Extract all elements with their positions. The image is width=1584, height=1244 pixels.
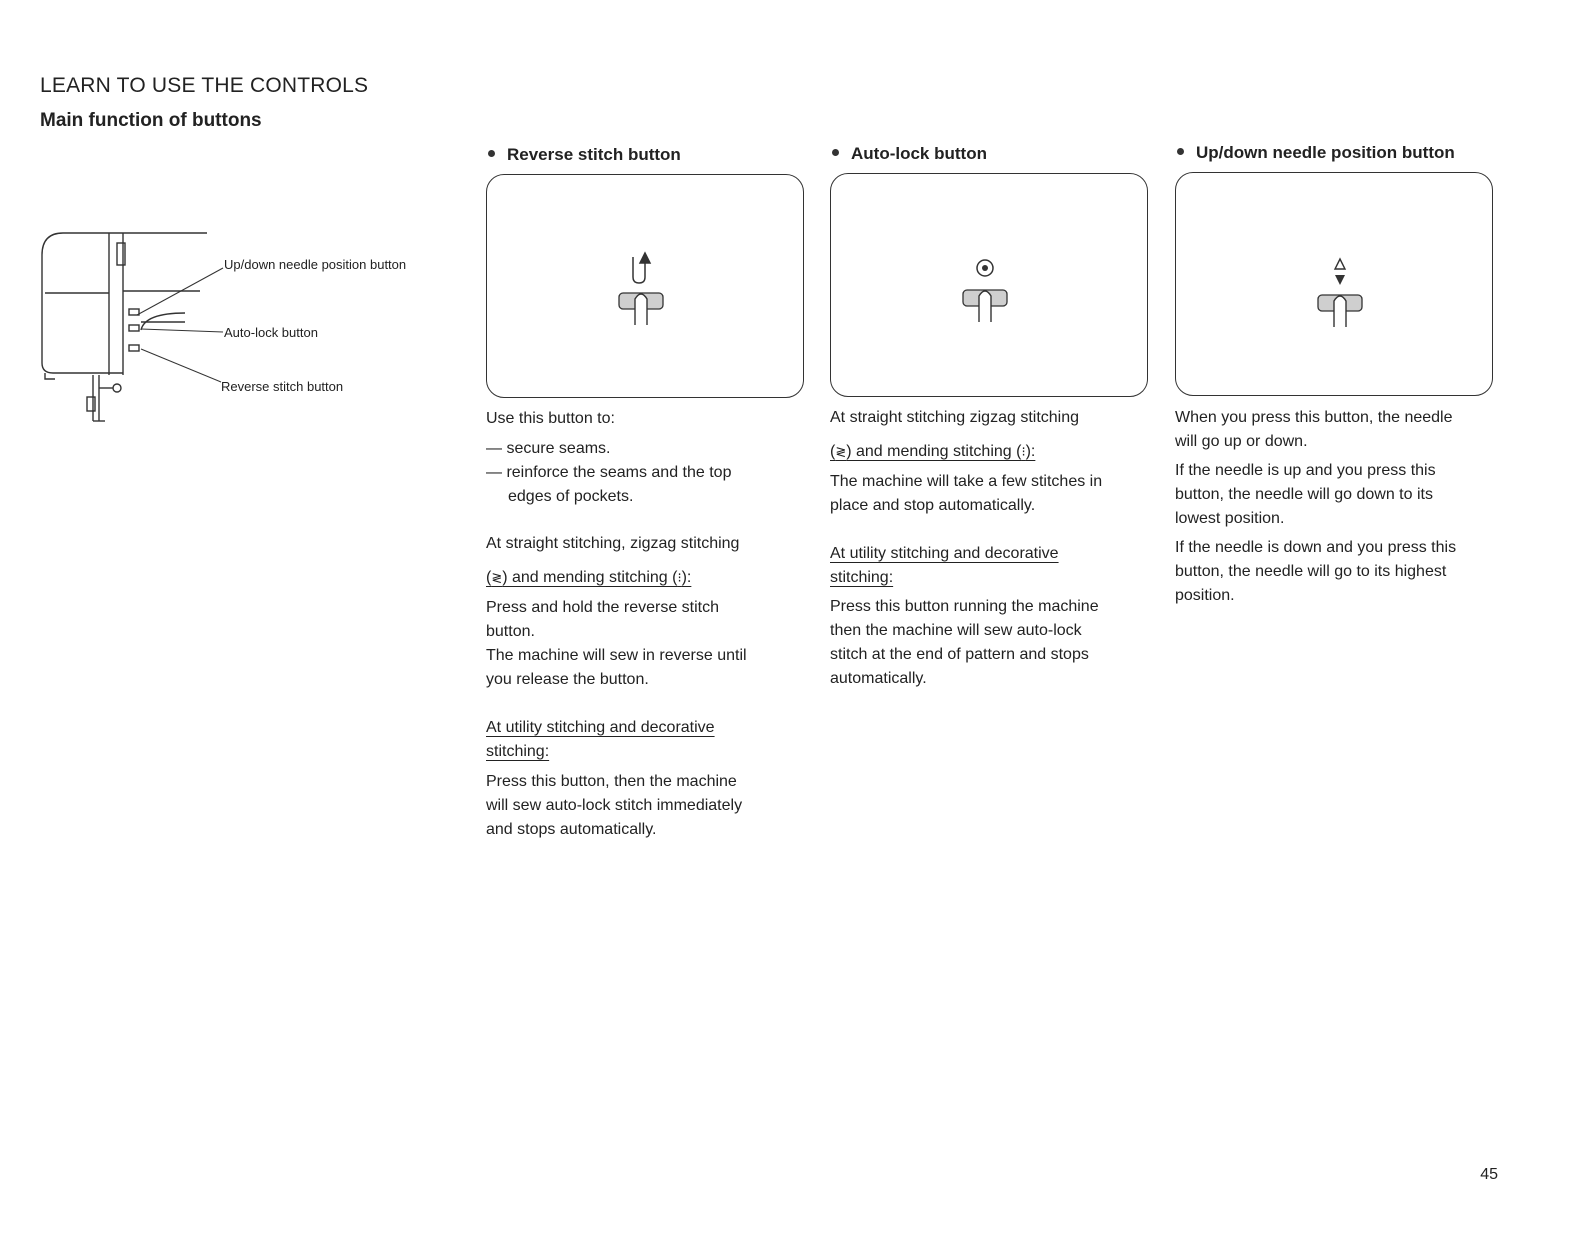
- autolock-sub1-line1: At straight stitching zigzag stitching: [830, 409, 1080, 426]
- reverse-list-item: — secure seams.: [486, 440, 611, 457]
- updown-p2-line: If the needle is up and you press this: [1175, 462, 1436, 479]
- autolock-body1-line: The machine will take a few stitches in: [830, 473, 1103, 490]
- reverse-body2-line: will sew auto-lock stitch immediately: [486, 797, 743, 814]
- mending-stitch-icon: ⁝: [1021, 445, 1026, 460]
- autolock-sub2-line: stitching:: [830, 569, 894, 586]
- autolock-body2-line: automatically.: [830, 670, 927, 687]
- autolock-callout-label: Auto-lock button: [224, 325, 318, 340]
- finger-press-icon: [963, 290, 1007, 322]
- finger-press-icon: [619, 293, 663, 325]
- autolock-body1-line: place and stop automatically.: [830, 497, 1036, 514]
- reverse-callout-label: Reverse stitch button: [221, 379, 344, 394]
- updown-callout-label: Up/down needle position button: [224, 257, 407, 272]
- finger-press-icon: [1318, 295, 1362, 327]
- reverse-sub2-line: stitching:: [486, 743, 550, 760]
- autolock-sub2-line: At utility stitching and decorative: [830, 545, 1059, 562]
- reverse-heading: Reverse stitch button: [488, 145, 818, 165]
- reverse-sub1-line1: At straight stitching, zigzag stitching: [486, 535, 740, 552]
- updown-p3-line: position.: [1175, 587, 1235, 604]
- section-subtitle: Main function of buttons: [40, 110, 262, 131]
- reverse-column: [488, 145, 818, 165]
- reverse-sub2-line: At utility stitching and decorative: [486, 719, 715, 736]
- reverse-arrow-icon: [487, 175, 803, 397]
- autolock-body2-line: Press this button running the machine: [830, 598, 1099, 615]
- zigzag-stitch-icon: ≷: [491, 571, 503, 586]
- updown-p2-line: button, the needle will go down to its: [1175, 486, 1433, 503]
- reverse-list-item: — reinforce the seams and the top: [486, 464, 732, 481]
- reverse-body1-line: button.: [486, 623, 535, 640]
- machine-side-diagram: [35, 225, 455, 435]
- updown-p3-line: If the needle is down and you press this: [1175, 539, 1457, 556]
- autolock-sub1-line2: (≷) and mending stitching (⁝):: [830, 443, 1036, 460]
- updown-button-panel: [1175, 172, 1493, 396]
- reverse-body2-line: and stops automatically.: [486, 821, 657, 838]
- reverse-body1-line: Press and hold the reverse stitch: [486, 599, 720, 616]
- autolock-body2-line: stitch at the end of pattern and stops: [830, 646, 1089, 663]
- page-number: 45: [1480, 1166, 1498, 1183]
- mending-stitch-icon: ⁝: [677, 571, 682, 586]
- updown-heading: Up/down needle position button: [1177, 143, 1507, 163]
- updown-p3-line: button, the needle will go to its highest: [1175, 563, 1447, 580]
- reverse-body2-line: Press this button, then the machine: [486, 773, 737, 790]
- section-title: LEARN TO USE THE CONTROLS: [40, 74, 369, 97]
- reverse-body1-line: The machine will sew in reverse until: [486, 647, 747, 664]
- reverse-sub1-line2: (≷) and mending stitching (⁝):: [486, 569, 692, 586]
- autolock-body2-line: then the machine will sew auto-lock: [830, 622, 1082, 639]
- up-down-triangle-icon: [1176, 173, 1492, 395]
- reverse-intro: Use this button to:: [486, 410, 615, 427]
- updown-p1-line: When you press this button, the needle: [1175, 409, 1453, 426]
- reverse-button-panel: [486, 174, 804, 398]
- autolock-heading: Auto-lock button: [832, 144, 1162, 164]
- reverse-body1-line: you release the button.: [486, 671, 649, 688]
- reverse-list-item: edges of pockets.: [508, 488, 634, 505]
- autolock-column: [832, 144, 1162, 164]
- autolock-button-panel: [830, 173, 1148, 397]
- updown-p1-line: will go up or down.: [1175, 433, 1308, 450]
- auto-lock-circle-icon: [831, 174, 1147, 396]
- updown-column: [1177, 143, 1507, 163]
- zigzag-stitch-icon: ≷: [835, 445, 847, 460]
- updown-p2-line: lowest position.: [1175, 510, 1285, 527]
